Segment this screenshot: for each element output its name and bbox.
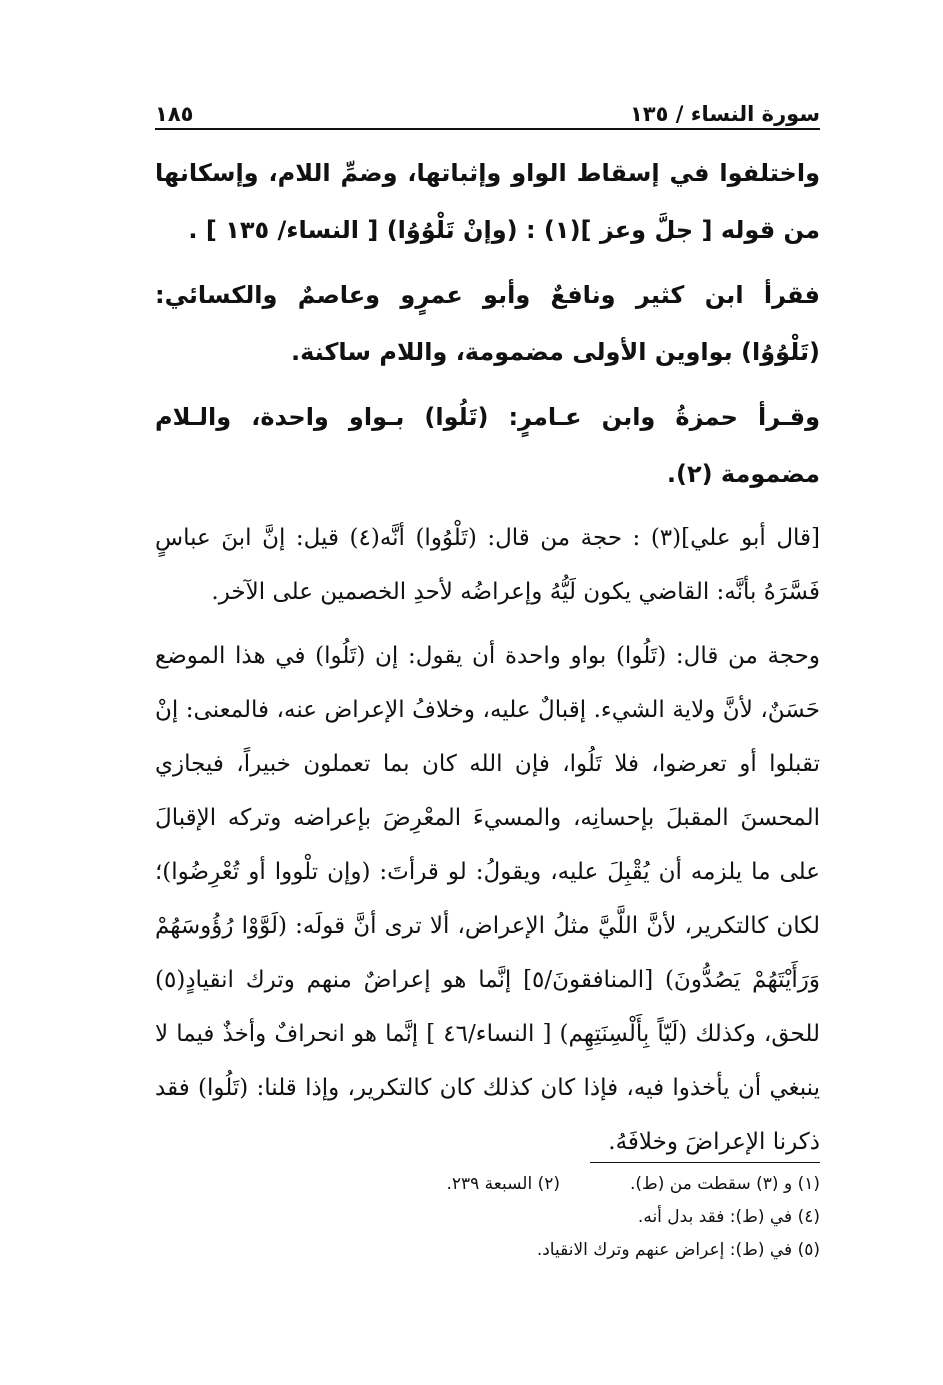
running-title: سورة النساء / ١٣٥ bbox=[629, 102, 820, 126]
paragraph-1: واختلفوا في إسقاط الواو وإثباتها، وضمِّ اللام، وإسكانها من قوله [ جلَّ وعز ](١) : (وإنْ تَلْوُوُا) [ النساء/ ١٣٥ ] . bbox=[155, 159, 820, 244]
footnote-4: (٤) في (ط): فقد بدل أنه. bbox=[637, 1207, 820, 1227]
page-header bbox=[155, 92, 820, 126]
paragraph-2: فقرأ ابن كثير ونافعٌ وأبو عمرٍو وعاصمٌ والكسائي: (تَلْوُوُا) بواوين الأولى مضمومة، واللام ساكنة. bbox=[155, 281, 820, 366]
header-rule bbox=[155, 128, 820, 130]
footnote-5: (٥) في (ط): إعراض عنهم وترك الانقياد. bbox=[536, 1240, 820, 1260]
footnote-row bbox=[155, 1168, 820, 1201]
footnote-2: (٢) السبعة ٢٣٩. bbox=[446, 1174, 561, 1194]
paragraph-5: وحجة من قال: (تَلُوا) بواو واحدة أن يقول: إن (تَلُوا) في هذا الموضع حَسَنٌ، لأنَّ ولاية الشيء. إقبالٌ عليه، وخلافُ الإعراض عنه، فالمعنى: إنْ تقبلوا أو تعرضوا، فلا تَلُوا، فإن الله كان بما تعملون خبيراً، فيجازي المحسنَ المقبلَ بإحسانِه، والمسيءَ المعْرِضَ بإعراضه وتركه الإقبالَ على ما يلزمه أن يُقْبِلَ عليه، ويقولُ: لو قرأتَ: (وإن تلْووا أو تُعْرِضُوا)؛ لكان كالتكرير، لأنَّ اللَّيَّ مثلُ الإعراض، ألا ترى أنَّ قولَه: (لَوَّوْا رُؤُوسَهُمْ وَرَأَيْتَهُمْ يَصُدُّونَ) [المنافقونَ/٥] إنَّما هو إعراضٌ منهم وترك انقيادٍ(٥) للحق، وكذلك (لَيّاً بِأَلْسِنَتِهِم) [ النساء/٤٦ ] إنَّما هو انحرافٌ وأخذٌ فيما لا ينبغي أن يأخذوا فيه، فإذا كان كذلك كان كالتكرير، وإذا قلنا: (تَلُوا) فقد ذكرنا الإعراضَ وخلافَهُ. bbox=[155, 643, 820, 1155]
footnote-1-3: (١) و (٣) سقطت من (ط). bbox=[630, 1174, 820, 1194]
paragraph-3: وقـرأ حمزةُ وابن عـامرٍ: (تَلُوا) بـواو واحدة، والـلام مضمومة (٢). bbox=[155, 403, 820, 488]
footnotes bbox=[155, 1168, 820, 1267]
paragraph-4: [قال أبو علي](٣) : حجة من قال: (تَلْوُوا) أنَّه(٤) قيل: إنَّ ابنَ عباسٍ فَسَّرَهُ بأنَّه: القاضي يكون لَيُّهُ وإعراضُه لأحدِ الخصمين على الآخر. bbox=[155, 525, 821, 605]
footnote-rule bbox=[590, 1162, 820, 1163]
main-text bbox=[155, 145, 820, 1169]
page-number: ١٨٥ bbox=[155, 102, 194, 126]
